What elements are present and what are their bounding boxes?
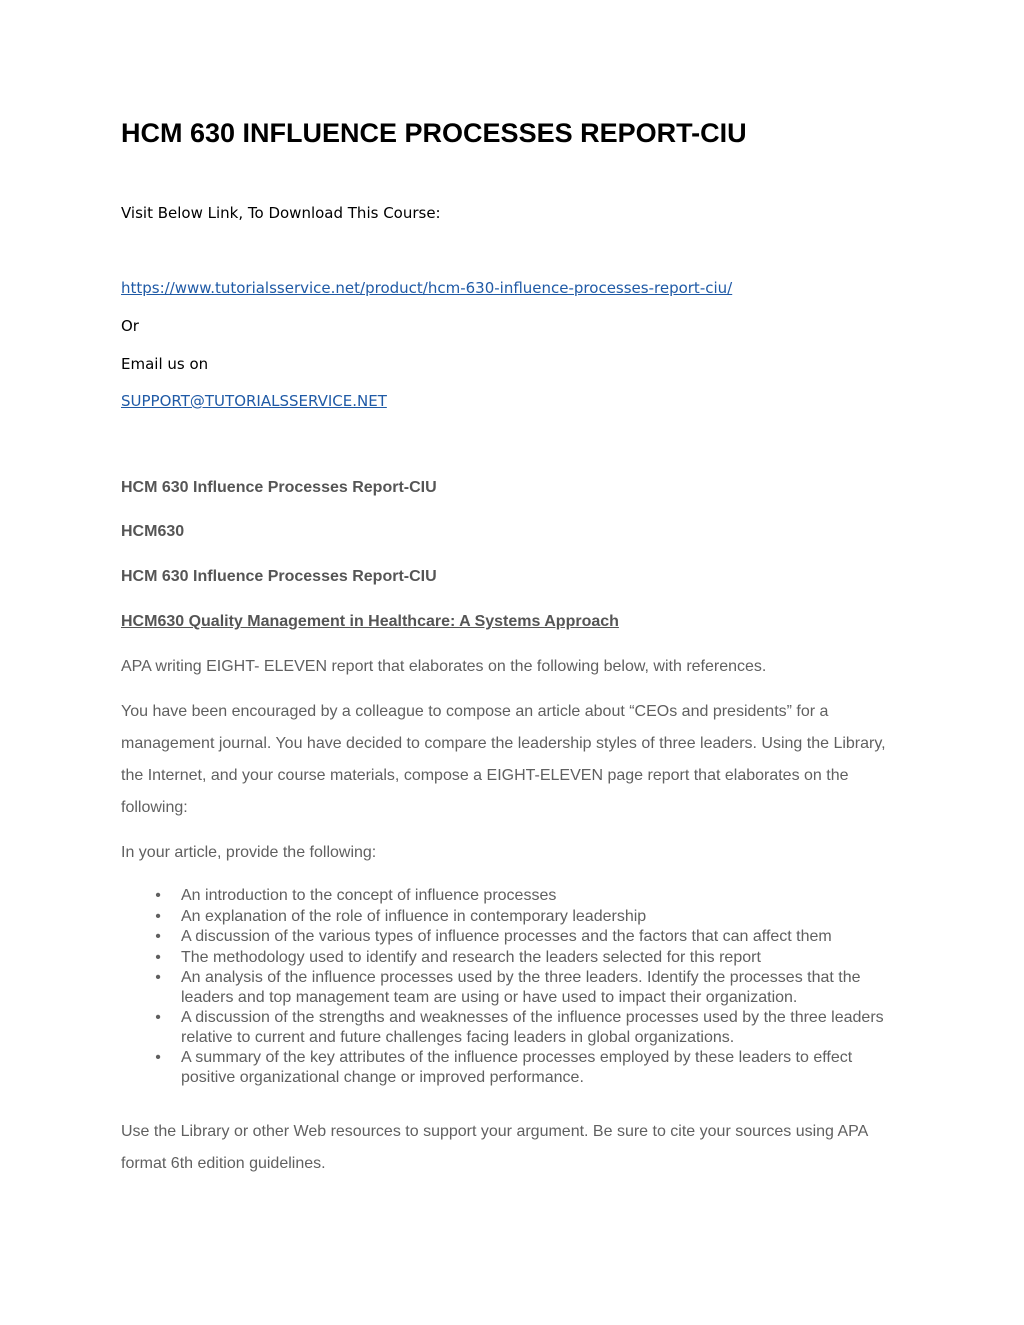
course-link-line	[121, 279, 732, 297]
bullet-icon: •	[155, 1009, 161, 1026]
list-item	[121, 948, 901, 968]
bullet-icon: •	[155, 948, 161, 966]
list-item	[121, 907, 901, 927]
list-item-text: An introduction to the concept of influence processes	[181, 887, 557, 904]
section-heading: HCM 630 Influence Processes Report-CIU	[121, 479, 437, 496]
visit-text: Visit Below Link, To Download This Course:	[121, 204, 441, 222]
list-item-text: A discussion of the strengths and weaknesses of the influence processes used by the three leaders relative to current and future challenges facing leaders in global organizations.	[181, 1009, 884, 1046]
list-item-text: The methodology used to identify and research the leaders selected for this report	[181, 948, 761, 966]
document-title: HCM 630 INFLUENCE PROCESSES REPORT-CIU	[121, 118, 747, 148]
list-item	[121, 1008, 901, 1047]
support-email-line	[121, 392, 387, 410]
closing-paragraph: Use the Library or other Web resources to support your argument. Be sure to cite your sources using APA format 6th edition guidelines.	[121, 1123, 868, 1172]
requirements-list	[121, 886, 901, 1088]
email-text: Email us on	[121, 355, 209, 373]
bullet-icon: •	[155, 928, 161, 945]
bullet-icon: •	[155, 969, 161, 986]
list-item	[121, 927, 901, 947]
assignment-paragraph: You have been encouraged by a colleague to compose an article about “CEOs and presidents” for a management journal. You have decided to compare the leadership styles of three leaders. Using the Library, the Internet, and your course materials, compose a EIGHT-ELEVEN page report that elaborates on the following:	[121, 703, 886, 816]
course-name: HCM630 Quality Management in Healthcare: A Systems Approach	[121, 613, 619, 630]
list-item	[121, 886, 901, 906]
course-link[interactable]: https://www.tutorialsservice.net/product/hcm-630-influence-processes-report-ciu/	[121, 279, 733, 297]
list-item	[121, 968, 901, 1007]
provide-text: In your article, provide the following:	[121, 844, 377, 861]
list-item	[121, 1048, 901, 1087]
course-code: HCM630	[121, 523, 185, 540]
list-item-text: A discussion of the various types of influence processes and the factors that can affect them	[181, 928, 832, 945]
list-item-text: An explanation of the role of influence in contemporary leadership	[181, 907, 647, 925]
bullet-icon: •	[155, 1049, 161, 1066]
list-item-text: A summary of the key attributes of the influence processes employed by these leaders to effect positive organizational change or improved performance.	[181, 1049, 853, 1086]
list-item-text: An analysis of the influence processes used by the three leaders. Identify the processes that the leaders and top management team are using or have used to impact their organization.	[181, 969, 861, 1006]
intro-paragraph: APA writing EIGHT- ELEVEN report that elaborates on the following below, with references.	[121, 658, 767, 675]
or-text: Or	[121, 317, 139, 335]
bullet-icon: •	[155, 887, 161, 904]
section-subheading: HCM 630 Influence Processes Report-CIU	[121, 568, 437, 585]
bullet-icon: •	[155, 907, 161, 925]
support-email-link[interactable]: SUPPORT@TUTORIALSSERVICE.NET	[121, 392, 387, 410]
